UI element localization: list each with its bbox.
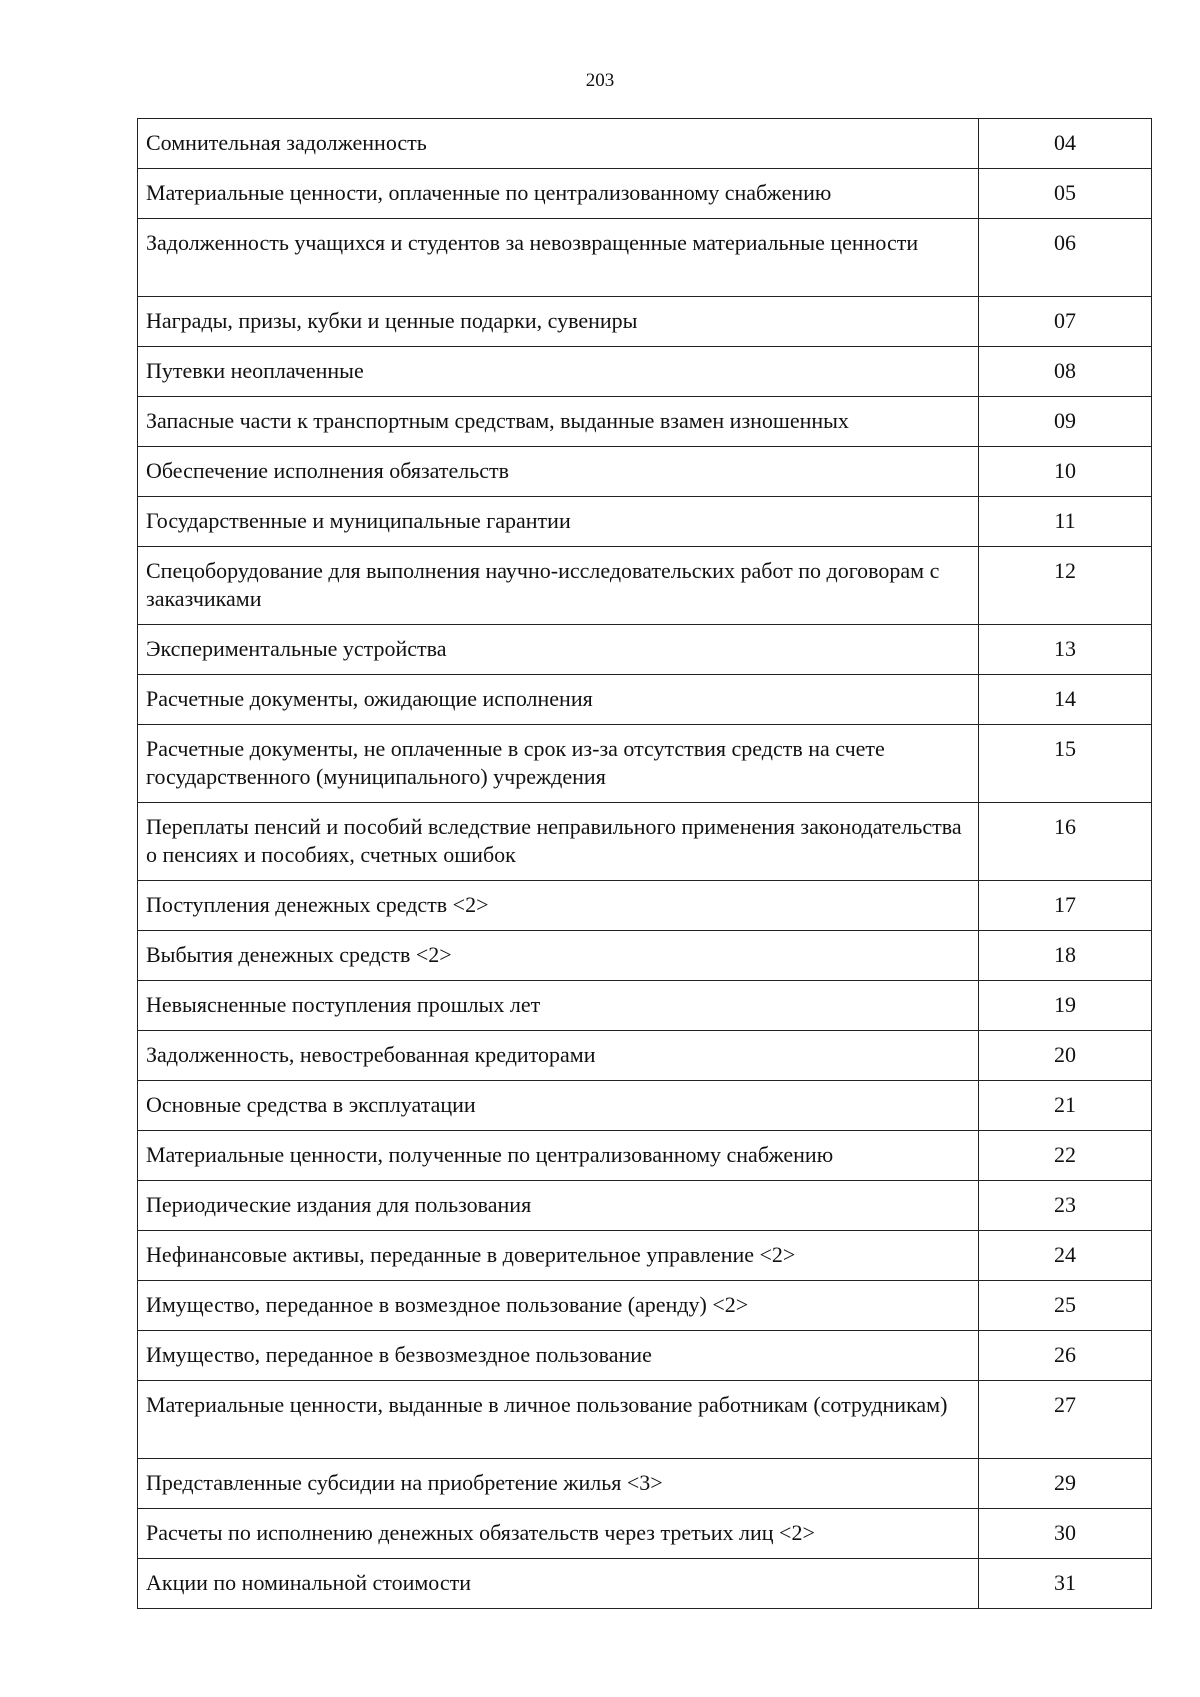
account-code: 19 [979, 981, 1152, 1031]
account-code: 24 [979, 1231, 1152, 1281]
account-name: Награды, призы, кубки и ценные подарки, сувениры [138, 297, 979, 347]
table-row [138, 219, 1152, 297]
account-code: 15 [979, 725, 1152, 803]
account-code: 04 [979, 119, 1152, 169]
table-row [138, 1559, 1152, 1609]
account-code: 08 [979, 347, 1152, 397]
account-code: 26 [979, 1331, 1152, 1381]
account-name: Обеспечение исполнения обязательств [138, 447, 979, 497]
table-row [138, 1331, 1152, 1381]
account-name: Акции по номинальной стоимости [138, 1559, 979, 1609]
table-row [138, 1281, 1152, 1331]
account-code: 14 [979, 675, 1152, 725]
account-name: Нефинансовые активы, переданные в доверительное управление <2> [138, 1231, 979, 1281]
account-name: Периодические издания для пользования [138, 1181, 979, 1231]
account-name: Поступления денежных средств <2> [138, 881, 979, 931]
account-code: 22 [979, 1131, 1152, 1181]
account-name: Представленные субсидии на приобретение жилья <3> [138, 1459, 979, 1509]
account-name: Сомнительная задолженность [138, 119, 979, 169]
table-row [138, 547, 1152, 625]
account-name: Путевки неоплаченные [138, 347, 979, 397]
table-row [138, 1509, 1152, 1559]
table-row [138, 981, 1152, 1031]
account-name: Расчетные документы, не оплаченные в срок из-за отсутствия средств на счете государственного (муниципального) учреждения [138, 725, 979, 803]
account-code: 17 [979, 881, 1152, 931]
account-name: Спецоборудование для выполнения научно-исследовательских работ по договорам с заказчиками [138, 547, 979, 625]
table-row [138, 1181, 1152, 1231]
account-code: 11 [979, 497, 1152, 547]
table-row [138, 625, 1152, 675]
account-code: 25 [979, 1281, 1152, 1331]
account-code: 21 [979, 1081, 1152, 1131]
table-row [138, 497, 1152, 547]
account-name: Материальные ценности, оплаченные по централизованному снабжению [138, 169, 979, 219]
account-code: 23 [979, 1181, 1152, 1231]
account-code: 12 [979, 547, 1152, 625]
account-code: 18 [979, 931, 1152, 981]
account-code: 20 [979, 1031, 1152, 1081]
table-row [138, 119, 1152, 169]
table-row [138, 1131, 1152, 1181]
account-name: Запасные части к транспортным средствам, выданные взамен изношенных [138, 397, 979, 447]
accounts-table [137, 118, 1152, 1609]
account-name: Переплаты пенсий и пособий вследствие неправильного применения законодательства о пенсиях и пособиях, счетных ошибок [138, 803, 979, 881]
account-code: 05 [979, 169, 1152, 219]
account-code: 09 [979, 397, 1152, 447]
account-name: Выбытия денежных средств <2> [138, 931, 979, 981]
table-row [138, 803, 1152, 881]
account-code: 31 [979, 1559, 1152, 1609]
table-row [138, 347, 1152, 397]
table-row [138, 881, 1152, 931]
account-name: Невыясненные поступления прошлых лет [138, 981, 979, 1031]
account-name: Задолженность, невостребованная кредиторами [138, 1031, 979, 1081]
account-name: Расчеты по исполнению денежных обязательств через третьих лиц <2> [138, 1509, 979, 1559]
account-code: 29 [979, 1459, 1152, 1509]
account-name: Имущество, переданное в возмездное пользование (аренду) <2> [138, 1281, 979, 1331]
account-code: 30 [979, 1509, 1152, 1559]
table-row [138, 397, 1152, 447]
table-row [138, 931, 1152, 981]
table-row [138, 675, 1152, 725]
table-row [138, 1381, 1152, 1459]
table-row [138, 297, 1152, 347]
account-code: 10 [979, 447, 1152, 497]
account-code: 16 [979, 803, 1152, 881]
account-name: Экспериментальные устройства [138, 625, 979, 675]
table-row [138, 725, 1152, 803]
account-code: 06 [979, 219, 1152, 297]
account-name: Имущество, переданное в безвозмездное пользование [138, 1331, 979, 1381]
table-row [138, 1081, 1152, 1131]
account-name: Задолженность учащихся и студентов за невозвращенные материальные ценности [138, 219, 979, 297]
table-row [138, 169, 1152, 219]
account-name: Материальные ценности, выданные в личное пользование работникам (сотрудникам) [138, 1381, 979, 1459]
table-row [138, 447, 1152, 497]
account-name: Государственные и муниципальные гарантии [138, 497, 979, 547]
table-row [138, 1031, 1152, 1081]
account-name: Основные средства в эксплуатации [138, 1081, 979, 1131]
account-code: 07 [979, 297, 1152, 347]
account-name: Расчетные документы, ожидающие исполнения [138, 675, 979, 725]
account-code: 27 [979, 1381, 1152, 1459]
page-number: 203 [585, 70, 615, 91]
table-row [138, 1231, 1152, 1281]
account-name: Материальные ценности, полученные по централизованному снабжению [138, 1131, 979, 1181]
account-code: 13 [979, 625, 1152, 675]
table-row [138, 1459, 1152, 1509]
